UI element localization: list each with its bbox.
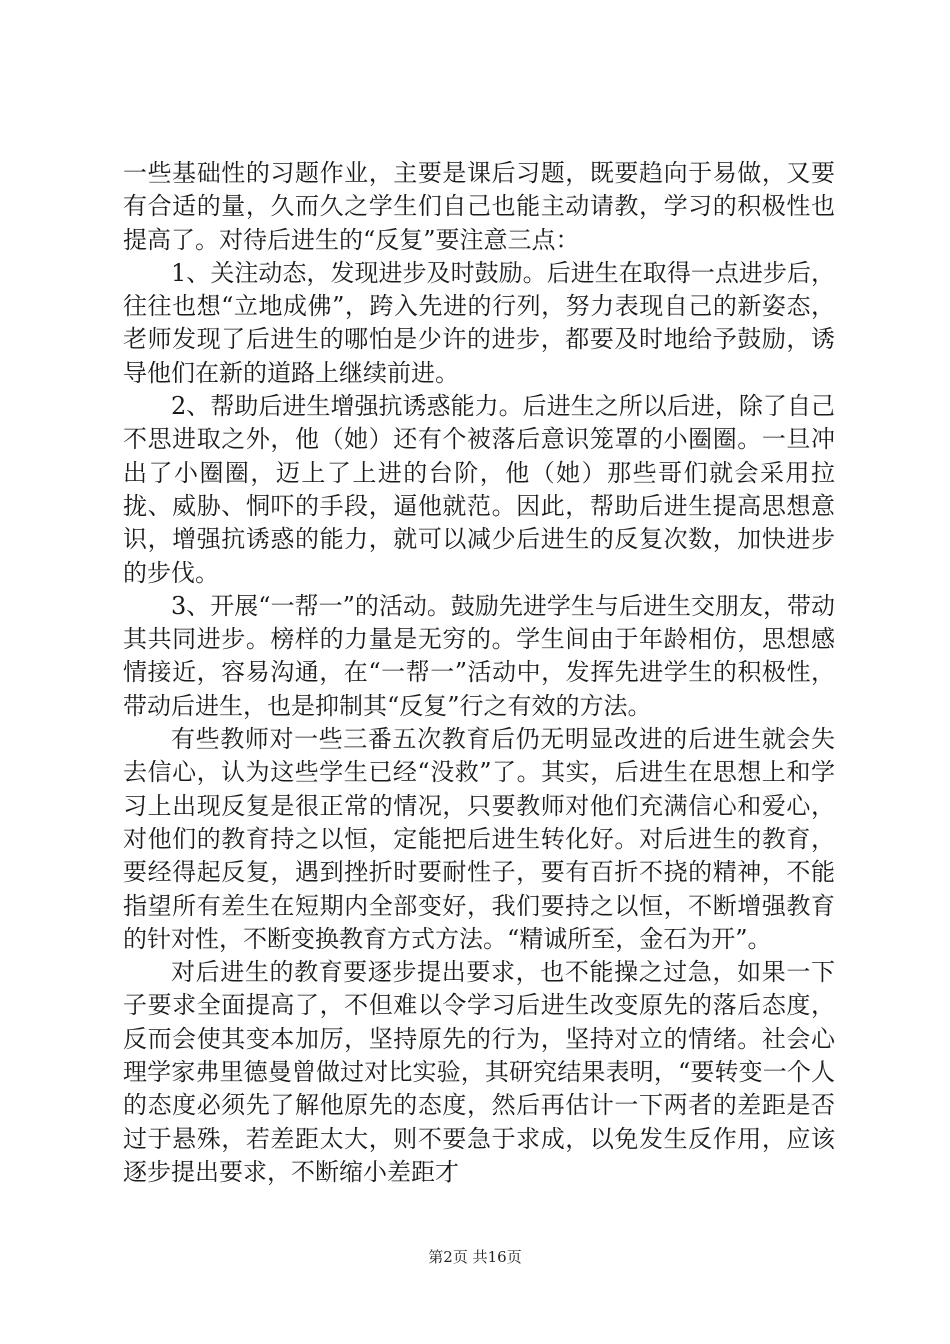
paragraph-4: 3、开展“一帮一”的活动。鼓励先进学生与后进生交朋友，带动其共同进步。榜样的力量是无穷的。学生间由于年龄相仿，思想感情接近，容易沟通，在“一帮一”活动中，发挥先进学生的积极性，带动后进生，也是抑制其“反复”行之有效的方法。 — [123, 591, 835, 720]
page-number-footer: 第2页 共16页 — [428, 1248, 522, 1266]
paragraph-2: 1、关注动态，发现进步及时鼓励。后进生在取得一点进步后，往往也想“立地成佛”，跨入先进的行列，努力表现自己的新姿态，老师发现了后进生的哪怕是少许的进步，都要及时地给予鼓励，诱导他们在新的道路上继续前进。 — [123, 258, 835, 387]
paragraph-6: 对后进生的教育要逐步提出要求，也不能操之过急，如果一下子要求全面提高了，不但难以令学习后进生改变原先的落后态度，反而会使其变本加厉，坚持原先的行为，坚持对立的情绪。社会心理学家弗里德曼曾做过对比实验，其研究结果表明，“要转变一个人的态度必须先了解他原先的态度，然后再估计一下两者的差距是否过于悬殊，若差距太大，则不要急于求成，以免发生反作用，应该逐步提出要求，不断缩小差距才 — [123, 958, 835, 1186]
paragraph-1: 一些基础性的习题作业，主要是课后习题，既要趋向于易做，又要有合适的量，久而久之学生们自己也能主动请教，学习的积极性也提高了。对待后进生的“反复”要注意三点： — [123, 159, 835, 254]
document-body — [123, 157, 835, 1189]
paragraph-3: 2、帮助后进生增强抗诱惑能力。后进生之所以后进，除了自己不思进取之外，他（她）还有个被落后意识笼罩的小圈圈。一旦冲出了小圈圈，迈上了上进的台阶，他（她）那些哥们就会采用拉拢、威胁、恫吓的手段，逼他就范。因此，帮助后进生提高思想意识，增强抗诱惑的能力，就可以减少后进生的反复次数，加快进步的步伐。 — [123, 392, 835, 587]
paragraph-5: 有些教师对一些三番五次教育后仍无明显改进的后进生就会失去信心，认为这些学生已经“没救”了。其实，后进生在思想上和学习上出现反复是很正常的情况，只要教师对他们充满信心和爱心，对他们的教育持之以恒，定能把后进生转化好。对后进生的教育，要经得起反复，遇到挫折时要耐性子，要有百折不挠的精神，不能指望所有差生在短期内全部变好，我们要持之以恒，不断增强教育的针对性，不断变换教育方式方法。“精诚所至，金石为开”。 — [123, 725, 835, 953]
